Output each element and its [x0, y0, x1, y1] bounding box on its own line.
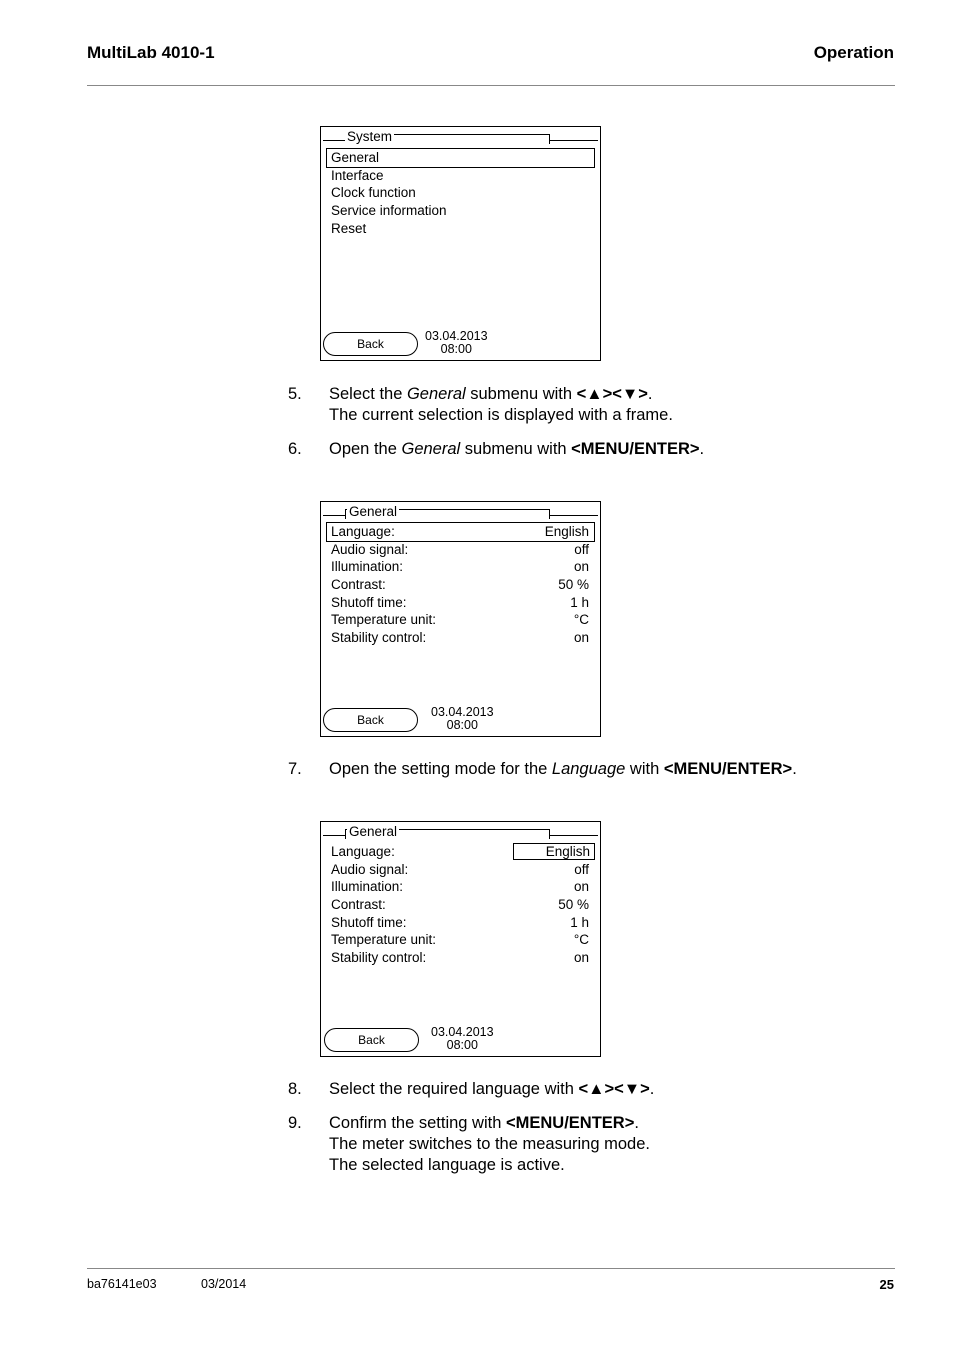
setting-row-audio-signal[interactable]: Audio signal: off [331, 861, 589, 877]
menu-item-interface[interactable]: Interface [331, 167, 384, 183]
footer-date: 03/2014 [201, 1277, 247, 1291]
back-button[interactable]: Back [323, 332, 418, 356]
screen-title: General [349, 824, 398, 839]
screen-title: System [347, 129, 393, 144]
footer-divider [87, 1268, 895, 1269]
page-number: 25 [879, 1277, 894, 1292]
back-button[interactable]: Back [323, 708, 418, 732]
general-menu-screen [320, 501, 601, 737]
language-value-selector[interactable]: English [513, 843, 595, 860]
setting-row-illumination[interactable]: Illumination: on [331, 879, 589, 895]
setting-row-language[interactable]: Language: English [327, 523, 594, 541]
setting-row-stability-control[interactable]: Stability control: on [331, 950, 589, 966]
setting-row-contrast[interactable]: Contrast: 50 % [331, 897, 589, 913]
header-divider [87, 85, 895, 86]
setting-row-temperature-unit[interactable]: Temperature unit: °C [331, 612, 589, 628]
menu-item-reset[interactable]: Reset [331, 220, 367, 236]
footer-doc-id: ba76141e03 [87, 1277, 157, 1291]
date-time-display: 03.04.2013 08:00 [425, 329, 488, 356]
setting-row-language[interactable]: Language: English [321, 843, 600, 861]
general-setting-mode-screen [320, 821, 601, 1057]
system-menu-screen [320, 126, 601, 361]
date-time-display: 03.04.2013 08:00 [431, 705, 494, 732]
setting-row-contrast[interactable]: Contrast: 50 % [331, 577, 589, 593]
setting-row-illumination[interactable]: Illumination: on [331, 559, 589, 575]
section-title: Operation [813, 43, 894, 62]
menu-item-clock-function[interactable]: Clock function [331, 185, 416, 201]
setting-row-audio-signal[interactable]: Audio signal: off [331, 541, 589, 557]
document-title: MultiLab 4010-1 [87, 43, 215, 62]
menu-item-service-information[interactable]: Service information [331, 203, 447, 219]
setting-row-shutoff-time[interactable]: Shutoff time: 1 h [331, 914, 589, 930]
setting-row-shutoff-time[interactable]: Shutoff time: 1 h [331, 594, 589, 610]
setting-row-stability-control[interactable]: Stability control: on [331, 630, 589, 646]
date-time-display: 03.04.2013 08:00 [431, 1025, 494, 1052]
menu-item-general[interactable]: General [327, 149, 594, 167]
setting-row-temperature-unit[interactable]: Temperature unit: °C [331, 932, 589, 948]
screen-title: General [349, 504, 398, 519]
back-button[interactable]: Back [324, 1028, 419, 1052]
